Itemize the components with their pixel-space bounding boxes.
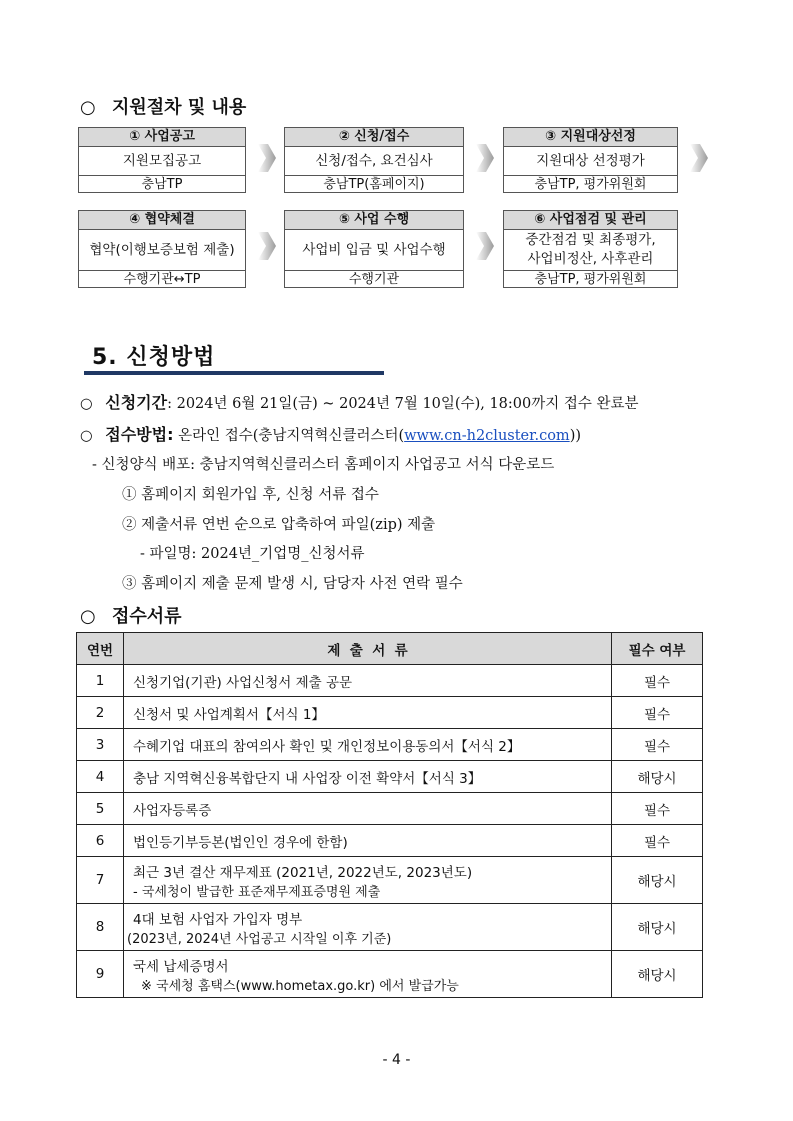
document-line-1: 법인등기부등본(법인인 경우에 한함) [133, 834, 348, 851]
col-header-no: 연번 [77, 633, 124, 665]
document-line-2: ※ 국세청 홈택스(www.hometax.go.kr) 에서 발급가능 [141, 978, 459, 994]
step-title: ② 신청/접수 [285, 128, 463, 147]
arrow-right-icon [476, 226, 494, 266]
step-box-4 [78, 210, 246, 288]
required-flag: 필수 [612, 793, 703, 825]
required-flag: 해당시 [612, 857, 703, 904]
docs-table [76, 632, 703, 998]
step-title: ⑥ 사업점검 및 관리 [504, 211, 677, 230]
table-row [77, 665, 703, 697]
step-box-1 [78, 127, 246, 193]
step-owner: 충남TP(홈페이지) [323, 177, 425, 192]
apply-step-filename: - 파일명: 2024년_기업명_신청서류 [140, 546, 365, 562]
table-row [77, 904, 703, 951]
form-distribution-line: - 신청양식 배포: 충남지역혁신클러스터 홈페이지 사업공고 서식 다운로드 [92, 457, 555, 473]
step-body: 지원대상 선정평가 [504, 147, 677, 176]
apply-step-3: ③ 홈페이지 제출 문제 발생 시, 담당자 사전 연락 필수 [122, 576, 463, 592]
document-name [124, 697, 612, 729]
table-row [77, 951, 703, 998]
step-title: ① 사업공고 [79, 128, 245, 147]
document-name [124, 761, 612, 793]
document-line-1: 신청서 및 사업계획서【서식 1】 [133, 706, 325, 723]
step-owner: 충남TP, 평가위원회 [534, 272, 647, 287]
step-box-2 [284, 127, 464, 193]
step-title: ⑤ 사업 수행 [285, 211, 463, 230]
bullet-icon: ○ [80, 428, 93, 444]
step-box-6 [503, 210, 678, 288]
bullet-icon: ○ [80, 606, 96, 627]
procedure-heading: ○ 지원절차 및 내용 [80, 97, 247, 118]
required-flag: 해당시 [612, 761, 703, 793]
table-header-row [77, 633, 703, 665]
document-line-1: 사업자등록증 [133, 802, 212, 819]
docs-heading: ○ 접수서류 [80, 606, 182, 627]
document-line-1: 신청기업(기관) 사업신청서 제출 공문 [133, 674, 353, 691]
arrow-right-icon [258, 138, 276, 178]
row-number: 5 [77, 793, 124, 825]
arrow-right-icon [690, 138, 708, 178]
row-number: 4 [77, 761, 124, 793]
row-number: 7 [77, 857, 124, 904]
step-body: 신청/접수, 요건심사 [285, 147, 463, 176]
table-row [77, 761, 703, 793]
document-name [124, 825, 612, 857]
arrow-right-icon [476, 138, 494, 178]
section-title-underline [84, 371, 384, 375]
required-flag: 필수 [612, 665, 703, 697]
step-title: ③ 지원대상선정 [504, 128, 677, 147]
arrow-right-icon [258, 226, 276, 266]
col-header-required: 필수 여부 [612, 633, 703, 665]
step-box-3 [503, 127, 678, 193]
section-title: 5. 신청방법 [92, 345, 216, 370]
step-owner: 충남TP [141, 177, 183, 192]
document-line-1: 국세 납세증명서 [133, 958, 229, 975]
period-line: ○ 신청기간: 2024년 6월 21일(금) ~ 2024년 7월 10일(수), 18:00까지 접수 완료분 [80, 393, 639, 412]
bullet-icon: ○ [80, 396, 93, 412]
document-name [124, 951, 612, 998]
row-number: 1 [77, 665, 124, 697]
document-line-2: (2023년, 2024년 사업공고 시작일 이후 기준) [127, 931, 392, 947]
col-header-docs: 제 출 서 류 [124, 633, 612, 665]
step-owner: 수행기관↔TP [123, 272, 201, 287]
table-row [77, 825, 703, 857]
document-line-2: - 국세청이 발급한 표준재무제표증명원 제출 [133, 884, 381, 900]
step-body: 지원모집공고 [79, 147, 245, 176]
required-flag: 필수 [612, 825, 703, 857]
apply-step-2: ② 제출서류 연번 순으로 압축하여 파일(zip) 제출 [122, 517, 436, 533]
row-number: 9 [77, 951, 124, 998]
document-line-1: 최근 3년 결산 재무제표 (2021년, 2022년도, 2023년도) [133, 864, 473, 881]
apply-step-1: ① 홈페이지 회원가입 후, 신청 서류 접수 [122, 487, 379, 503]
document-line-1: 충남 지역혁신융복합단지 내 사업장 이전 확약서【서식 3】 [133, 770, 482, 787]
step-body: 사업비 입금 및 사업수행 [285, 230, 463, 271]
document-name [124, 857, 612, 904]
document-name [124, 729, 612, 761]
step-title: ④ 협약체결 [79, 211, 245, 230]
step-body: 협약(이행보증보험 제출) [79, 230, 245, 271]
row-number: 6 [77, 825, 124, 857]
row-number: 3 [77, 729, 124, 761]
step-owner: 충남TP, 평가위원회 [534, 177, 647, 192]
document-name [124, 904, 612, 951]
document-line-1: 4대 보험 사업자 가입자 명부 [133, 911, 303, 928]
cluster-website-link[interactable]: www.cn-h2cluster.com [404, 428, 570, 444]
table-row [77, 857, 703, 904]
table-row [77, 729, 703, 761]
row-number: 2 [77, 697, 124, 729]
document-line-1: 수혜기업 대표의 참여의사 확인 및 개인정보이용동의서【서식 2】 [133, 738, 521, 755]
table-row [77, 697, 703, 729]
step-body: 중간점검 및 최종평가, 사업비정산, 사후관리 [504, 230, 677, 271]
required-flag: 필수 [612, 697, 703, 729]
step-owner: 수행기관 [348, 272, 400, 287]
document-name [124, 793, 612, 825]
document-name [124, 665, 612, 697]
required-flag: 해당시 [612, 951, 703, 998]
table-row [77, 793, 703, 825]
page-number: - 4 - [382, 1052, 411, 1068]
required-flag: 필수 [612, 729, 703, 761]
row-number: 8 [77, 904, 124, 951]
step-box-5 [284, 210, 464, 288]
required-flag: 해당시 [612, 904, 703, 951]
bullet-icon: ○ [80, 97, 96, 118]
method-line: ○ 접수방법: 온라인 접수(충남지역혁신클러스터(www.cn-h2cluster.com)) [80, 425, 582, 444]
